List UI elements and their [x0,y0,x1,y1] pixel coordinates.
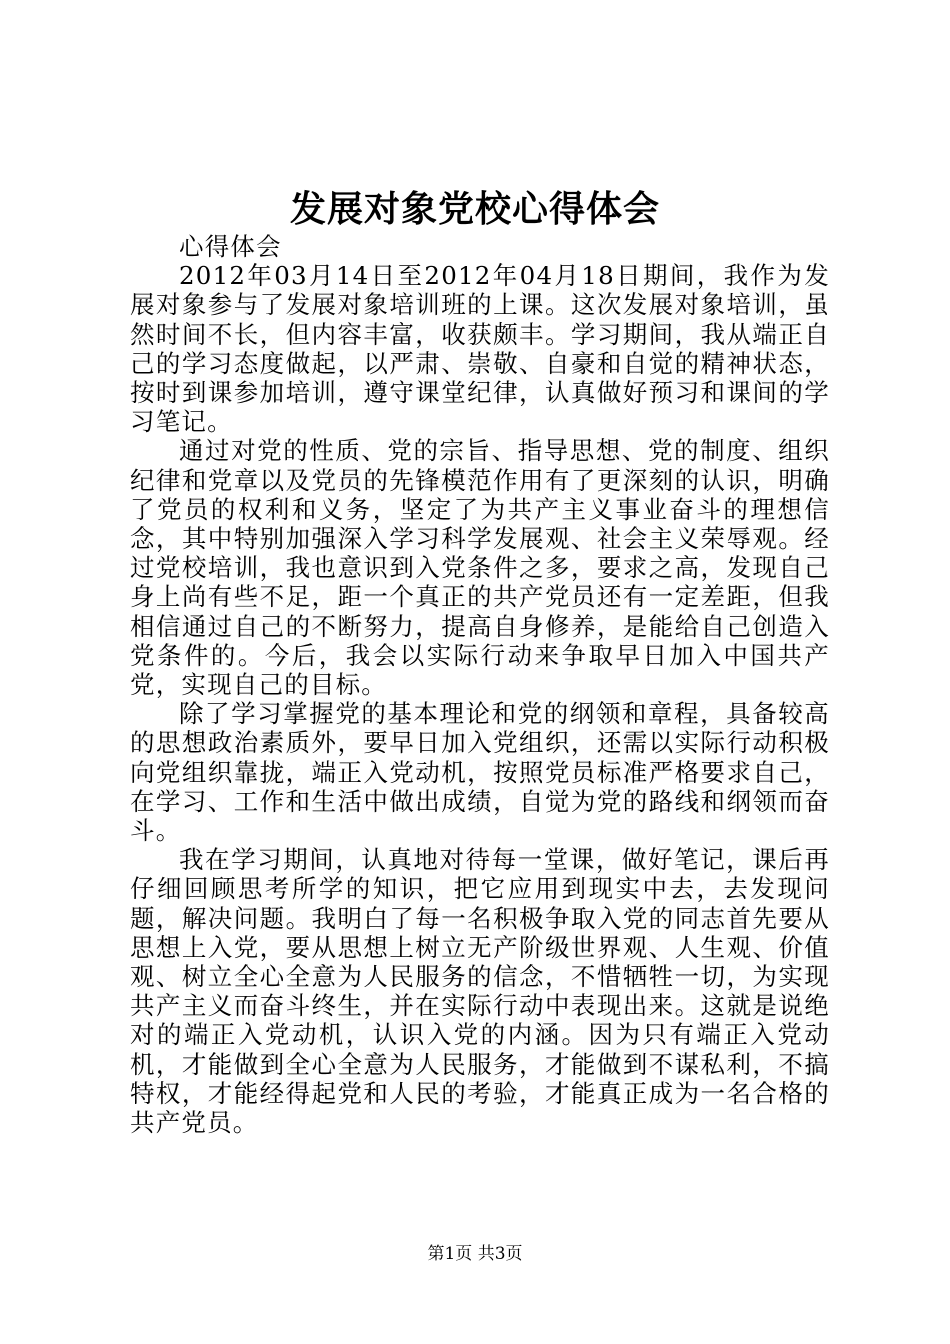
paragraph: 我在学习期间，认真地对待每一堂课，做好笔记，课后再仔细回顾思考所学的知识，把它应用到现实中去，去发现问题，解决问题。我明白了每一名积极争取入党的同志首先要从思想上入党，要从思想上树立无产阶级世界观、人生观、价值观、树立全心全意为人民服务的信念，不惜牺牲一切，为实现共产主义而奋斗终生，并在实际行动中表现出来。这就是说绝对的端正入党动机，认识入党的内涵。因为只有端正入党动机，才能做到全心全意为人民服务，才能做到不谋私利，不搞特权，才能经得起党和人民的考验，才能真正成为一名合格的共产党员。 [130,845,830,1138]
paragraph: 除了学习掌握党的基本理论和党的纲领和章程，具备较高的思想政治素质外，要早日加入党组织，还需以实际行动积极向党组织靠拢，端正入党动机，按照党员标准严格要求自己，在学习、工作和生活中做出成绩，自觉为党的路线和纲领而奋斗。 [130,699,830,846]
paragraph: 2012年03月14日至2012年04月18日期间，我作为发展对象参与了发展对象培训班的上课。这次发展对象培训，虽然时间不长，但内容丰富，收获颇丰。学习期间，我从端正自己的学习态度做起，以严肃、崇敬、自豪和自觉的精神状态，按时到课参加培训，遵守课堂纪律，认真做好预习和课间的学习笔记。 [130,261,830,437]
paragraph: 通过对党的性质、党的宗旨、指导思想、党的制度、组织纪律和党章以及党员的先锋模范作用有了更深刻的认识，明确了党员的权利和义务，坚定了为共产主义事业奋斗的理想信念，其中特别加强深入学习科学发展观、社会主义荣辱观。经过党校培训，我也意识到入党条件之多，要求之高，发现自己身上尚有些不足，距一个真正的共产党员还有一定差距，但我相信通过自己的不断努力，提高自身修养，是能给自己创造入党条件的。今后，我会以实际行动来争取早日加入中国共产党，实现自己的目标。 [130,436,830,700]
page-footer: 第1页 共3页 [427,1244,523,1264]
document-body [130,232,830,1137]
paragraph-heading: 心得体会 [179,232,282,261]
page-title: 发展对象党校心得体会 [289,188,660,230]
